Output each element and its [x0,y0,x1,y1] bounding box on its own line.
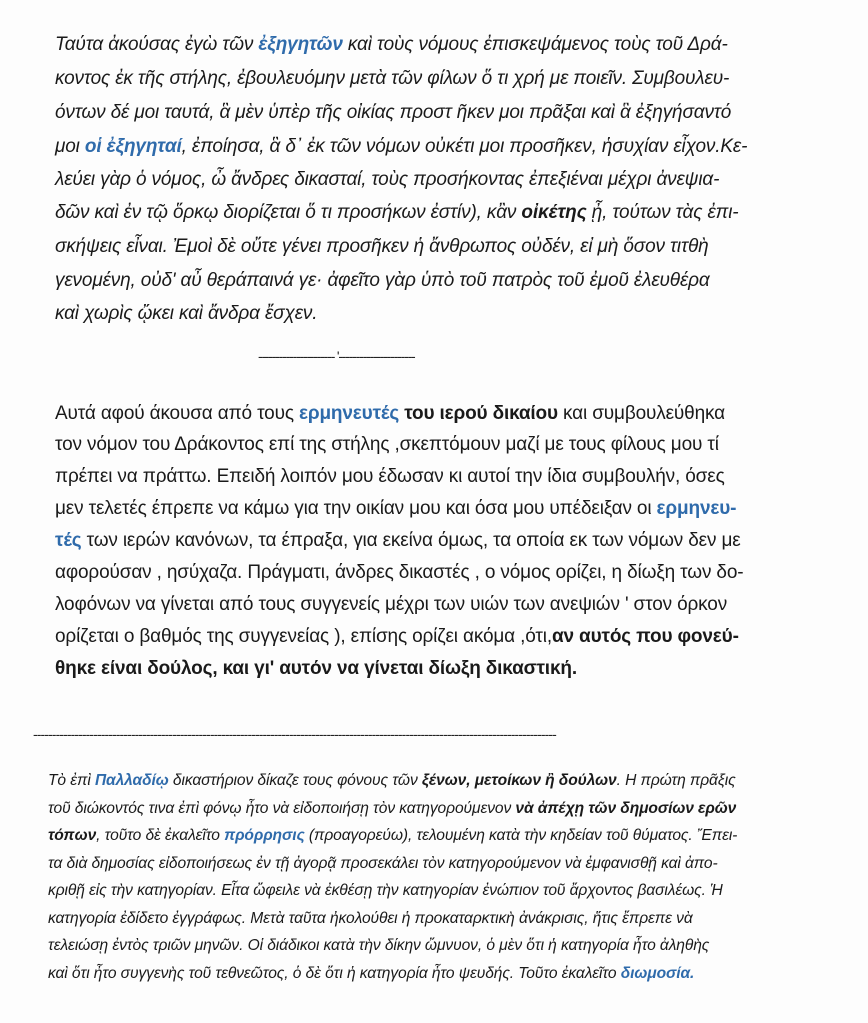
highlighted-term: διωμοσία. [620,965,695,982]
text-line [55,658,577,680]
text-line: δῶν καὶ ἐν τῷ ὅρκῳ διορίζεται ὅ τι προσήκων ἐστίν), κἂν οἰκέτης ᾖ, τούτων τὰς ἐπι- [55,202,739,223]
bold-term: οἰκέτης [521,202,587,223]
text-line: τοῦ διώκοντός τινα ἐπὶ φόνῳ ἦτο νὰ εἰδοποιήσῃ τὸν κατηγορούμενον νὰ ἀπέχῃ τῶν δημοσίων ερῶν [48,800,737,817]
highlighted-term: Παλλαδίῳ [94,772,169,789]
text-line: ορίζεται ο βαθμός της συγγενείας ), επίσης ορίζει ακόμα ,ότι,αν αυτός που φονεύ- [55,626,739,647]
bold-term: αν αυτός που φονεύ- [551,626,739,647]
text-line: λοφόνων να γίνεται από τους συγγενείς μέχρι των υιών των ανεψιών ' στον όρκον [55,594,728,615]
text-line: κριθῇ εἰς τὴν κατηγορίαν. Εἶτα ὤφειλε νὰ ἐκθέσῃ τὴν κατηγορίαν ἐνώπιον τοῦ ἄρχοντος βασιλέως. Ἡ [48,882,723,899]
highlighted-term: ερμηνευτές [298,403,400,424]
highlighted-term: οἱ ἐξηγηταί [84,136,182,157]
text-line: όντων δέ μοι ταυτά, ἃ μὲν ὑπὲρ τῆς οἰκίας προστ ῆκεν μοι πρᾶξαι καὶ ἃ ἐξηγήσαντό [55,102,732,123]
text-line: καὶ ὅτι ἦτο συγγενὴς τοῦ τεθνεῶτος, ὁ δὲ ὅτι ἡ κατηγορία ἦτο ψευδής. Τοῦτο ἐκαλεῖτο διωμοσία. [48,965,695,982]
text-line: τον νόμον του Δράκοντος επί της στήλης ,σκεπτόμουν μαζί με τους φίλους μου τί [55,434,719,455]
text-line: μεν τελετές έπρεπε να κάμω για την οικίαν μου και όσα μου υπέδειξαν οι ερμηνευ- [55,498,737,519]
text-line: Αυτά αφού άκουσα από τους ερμηνευτές του ιερού δικαίου και συμβουλεύθηκα [55,403,725,424]
text-line: Ταύτα ἀκούσας ἐγὼ τῶν ἐξηγητῶν καὶ τοὺς νόμους ἐπισκεψάμενος τοὺς τοῦ Δρά- [55,34,728,55]
bold-term: ξένων, μετοίκων ἢ δούλων [421,772,617,789]
text-line: τα διὰ δημοσίας εἰδοποιήσεως ἐν τῇ ἀγορᾷ προσεκάλει τὸν κατηγορούμενον νὰ ἐμφανισθῇ καὶ ἀπο- [48,855,718,872]
text-line: Τὸ ἐπὶ Παλλαδίῳ δικαστήριον δίκαζε τους φόνους τῶν ξένων, μετοίκων ἢ δούλων. Η πρώτη πρᾶξις [48,772,736,789]
highlighted-term: ἐξηγητῶν [258,34,343,55]
text-line: κατηγορία ἐδίδετο ἐγγράφως. Μετὰ ταῦτα ἠκολούθει ἡ προκαταρκτικὴ ἀνάκρισις, ἥτις ἔπρεπε νὰ [48,910,693,927]
text-line: πρέπει να πράττω. Επειδή λοιπόν μου έδωσαν κι αυτοί την ίδια συμβουλήν, όσες [55,466,725,487]
highlighted-term: ερμηνευ- [656,498,737,519]
text-line: κοντος ἐκ τῆς στήλης, ἐβουλευόμην μετὰ τῶν φίλων ὅ τι χρή με ποιεῖν. Συμβουλευ- [55,68,730,89]
text-line: λεύει γὰρ ὁ νόμος, ὦ ἄνδρες δικασταί, τοὺς προσήκοντας ἐπεξιέναι μέχρι ἀνεψια- [55,169,720,190]
text-line: τόπων, τοῦτο δὲ ἐκαλεῖτο πρόρρησις (προαγορεύω), τελουμένη κατὰ τὴν κηδείαν τοῦ θύματος. Ἔπει- [48,827,738,844]
text-line: σκήψεις εἶναι. Ἐμοὶ δὲ οὔτε γένει προσῆκεν ἡ ἄνθρωπος οὐδέν, εἰ μὴ ὅσον τιτθὴ [55,236,709,257]
text-line: αφορούσαν , ησύχαζα. Πράγματι, άνδρες δικαστές , ο νόμος ορίζει, η δίωξη των δο- [55,562,744,583]
text-line: μοι οἱ ἐξηγηταί, ἐποίησα, ἃ δ᾽ ἐκ τῶν νόμων οὐκέτι μοι προσῆκεν, ἡσυχίαν εἶχον.Κε- [55,136,748,157]
text-line: τελειώσῃ ἐντὸς τριῶν μηνῶν. Οἱ διάδικοι κατὰ τὴν δίκην ὤμνυον, ὁ μὲν ὅτι ἡ κατηγορία ἦτο ἀληθὴς [48,937,710,954]
text-line: γενομένη, οὐδ' αὖ θεράπαινά γε· ἀφεῖτο γὰρ ὑπὸ τοῦ πατρὸς τοῦ ἐμοῦ ἐλευθέρα [55,270,710,291]
bold-term: του ιερού δικαίου [399,403,558,424]
highlighted-term: τές [55,530,82,551]
bold-term: τόπων [48,827,97,844]
text-line: καὶ χωρὶς ᾤκει καὶ ἄνδρα ἔσχεν. [55,303,318,324]
text-line: τές των ιερών κανόνων, τα έπραξα, για εκείνα όμως, τα οποία εκ των νόμων δεν με [55,530,741,551]
bold-term: νὰ ἀπέχῃ τῶν δημοσίων ερῶν [515,800,737,817]
separator-long: ------------------------------------------------------------------------------------------------------------------------------------------- [33,726,556,742]
highlighted-term: πρόρρησις [224,827,305,844]
separator-short: ---------------------- '---------------------- [258,348,415,364]
bold-term: θηκε είναι δούλος, και γι' αυτόν να γίνεται δίωξη δικαστική. [55,658,577,679]
